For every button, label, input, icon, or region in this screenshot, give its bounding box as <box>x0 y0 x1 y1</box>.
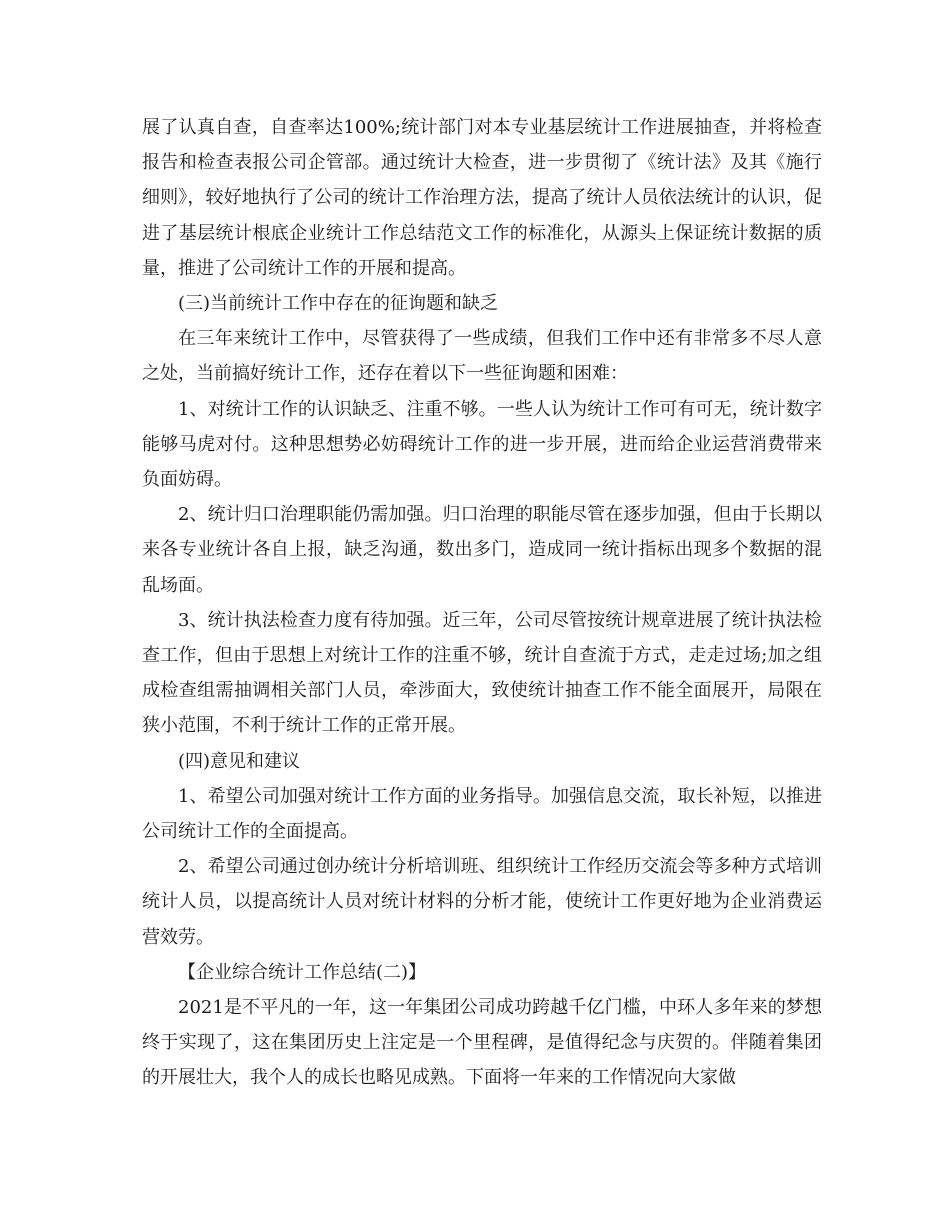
paragraph-suggestion-2: 2、希望公司通过创办统计分析培训班、组织统计工作经历交流会等多种方式培训统计人员，以提高统计人员对统计材料的分析才能，使统计工作更好地为企业消费运营效劳。 <box>142 856 822 948</box>
paragraph-problem-3: 3、统计执法检查力度有待加强。近三年，公司尽管按统计规章进展了统计执法检查工作，但由于思想上对统计工作的注重不够，统计自查流于方式，走走过场;加之组成检查组需抽调相关部门人员，牵涉面大，致使统计抽查工作不能全面展开，局限在狭小范围，不利于统计工作的正常开展。 <box>142 609 822 737</box>
section-heading-4: (四)意见和建议 <box>178 750 301 772</box>
paragraph-problem-1: 1、对统计工作的认识缺乏、注重不够。一些人认为统计工作可有可无，统计数字能够马虎对付。这种思想势必妨碍统计工作的进一步开展，进而给企业运营消费带来负面妨碍。 <box>142 398 822 491</box>
paragraph-problem-2: 2、统计归口治理职能仍需加强。归口治理的职能尽管在逐步加强，但由于长期以来各专业统计各自上报，缺乏沟通，数出多门，造成同一统计指标出现多个数据的混乱场面。 <box>142 504 822 596</box>
paragraph-suggestion-1: 1、希望公司加强对统计工作方面的业务指导。加强信息交流，取长补短，以推进公司统计工作的全面提高。 <box>142 785 822 843</box>
paragraph-intro-problems: 在三年来统计工作中，尽管获得了一些成绩，但我们工作中还有非常多不尽人意之处，当前搞好统计工作，还存在着以下一些征询题和困难： <box>142 328 822 385</box>
paragraph-summary-2021: 2021是不平凡的一年，这一年集团公司成功跨越千亿门槛，中环人多年来的梦想终于实现了，这在集团历史上注定是一个里程碑，是值得纪念与庆贺的。伴随着集团的开展壮大，我个人的成长也略见成熟。下面将一年来的工作情况向大家做 <box>142 997 822 1089</box>
document-body <box>142 110 822 1096</box>
document-subtitle: 【企业综合统计工作总结(二)】 <box>178 961 427 983</box>
paragraph-continuation: 展了认真自查，自查率达100%;统计部门对本专业基层统计工作进展抽查，并将检查报告和检查表报公司企管部。通过统计大检查，进一步贯彻了《统计法》及其《施行细则》，较好地执行了公司的统计工作治理方法，提高了统计人员依法统计的认识，促进了基层统计根底企业统计工作总结范文工作的标准化，从源头上保证统计数据的质量，推进了公司统计工作的开展和提高。 <box>142 117 822 279</box>
section-heading-3: (三)当前统计工作中存在的征询题和缺乏 <box>178 293 499 315</box>
